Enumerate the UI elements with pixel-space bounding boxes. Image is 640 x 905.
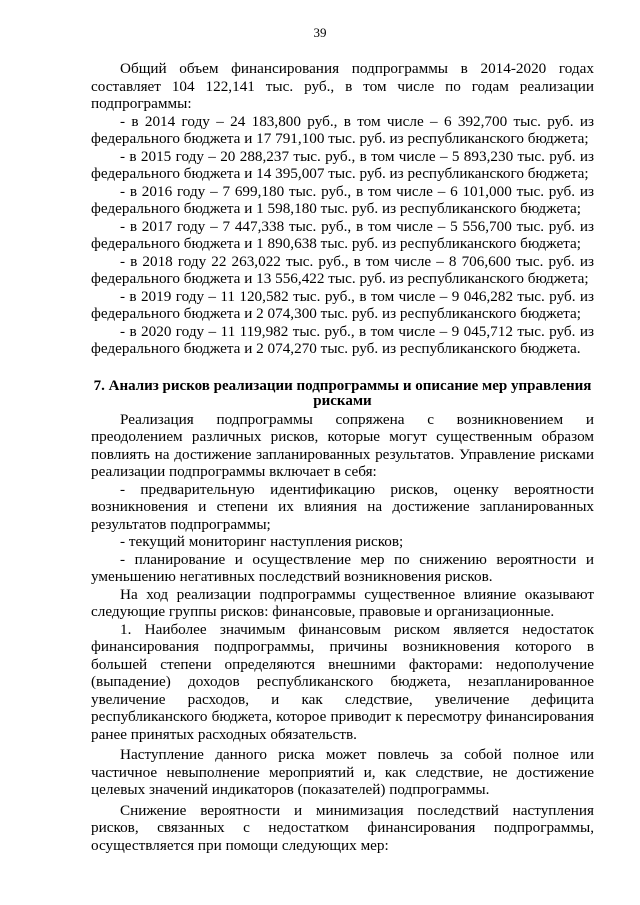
risk-consequence-paragraph: Наступление данного риска может повлечь за собой полное или частичное невыполнение мероприятий и, как следствие, не достижение целевых значений индикаторов (показателей) подпрограммы. xyxy=(91,746,594,798)
financing-year-2014: - в 2014 году – 24 183,800 руб., в том числе – 6 392,700 тыс. руб. из федерального бюджета и 17 791,100 тыс. руб. из республиканского бюджета; xyxy=(91,112,594,147)
financing-year-2018: - в 2018 году 22 263,022 тыс. руб., в том числе – 8 706,600 тыс. руб. из федерального бюджета и 13 556,422 тыс. руб. из республиканского бюджета; xyxy=(91,252,594,287)
section-title: 7. Анализ рисков реализации подпрограммы и описание мер управления рисками xyxy=(93,377,592,409)
financing-year-2017: - в 2017 году – 7 447,338 тыс. руб., в том числе – 5 556,700 тыс. руб. из федерального бюджета и 1 890,638 тыс. руб. из республиканского бюджета; xyxy=(91,217,594,252)
financial-risk-paragraph: 1. Наиболее значимым финансовым риском является недостаток финансирования подпрограммы, причины возникновения которого в большей степени определяются внешними факторами: недополучение (выпадение) доходов республиканского бюджета, незапланированное увеличение расходов, и как следствие, увеличение дефицита республиканского бюджета, которое приводит к пересмотру финансирования ранее принятых расходных обязательств. xyxy=(91,620,594,743)
risk-list-item: - планирование и осуществление мер по снижению вероятности и уменьшению негативных последствий возникновения рисков. xyxy=(91,550,594,585)
financing-year-2020: - в 2020 году – 11 119,982 тыс. руб., в том числе – 9 045,712 тыс. руб. из федерального бюджета и 2 074,270 тыс. руб. из республиканского бюджета. xyxy=(91,322,594,357)
financing-year-2016: - в 2016 году – 7 699,180 тыс. руб., в том числе – 6 101,000 тыс. руб. из федерального бюджета и 1 598,180 тыс. руб. из республиканского бюджета; xyxy=(91,182,594,217)
risk-mitigation-paragraph: Снижение вероятности и минимизация последствий наступления рисков, связанных с недостатком финансирования подпрограммы, осуществляется при помощи следующих мер: xyxy=(91,801,594,854)
risk-intro-paragraph: Реализация подпрограммы сопряжена с возникновением и преодолением различных рисков, которые могут существенным образом повлиять на достижение запланированных результатов. Управление рисками реализации подпрограммы включает в себя: xyxy=(91,410,594,480)
page-number: 39 xyxy=(313,25,327,40)
risk-list-item: - предварительную идентификацию рисков, оценку вероятности возникновения и степени их влияния на достижение запланированных результатов подпрограммы; xyxy=(91,480,594,533)
risk-groups-paragraph: На ход реализации подпрограммы существенное влияние оказывают следующие группы рисков: финансовые, правовые и организационные. xyxy=(91,585,594,620)
financing-year-2019: - в 2019 году – 11 120,582 тыс. руб., в том числе – 9 046,282 тыс. руб. из федерального бюджета и 2 074,300 тыс. руб. из республиканского бюджета; xyxy=(91,287,594,322)
page-body xyxy=(91,60,594,854)
financing-year-2015: - в 2015 году – 20 288,237 тыс. руб., в том числе – 5 893,230 тыс. руб. из федерального бюджета и 14 395,007 тыс. руб. из республиканского бюджета; xyxy=(91,147,594,182)
risk-list-item: - текущий мониторинг наступления рисков; xyxy=(120,533,404,550)
financing-intro: Общий объем финансирования подпрограммы в 2014-2020 годах составляет 104 122,141 тыс. руб., в том числе по годам реализации подпрограммы: xyxy=(91,60,594,112)
